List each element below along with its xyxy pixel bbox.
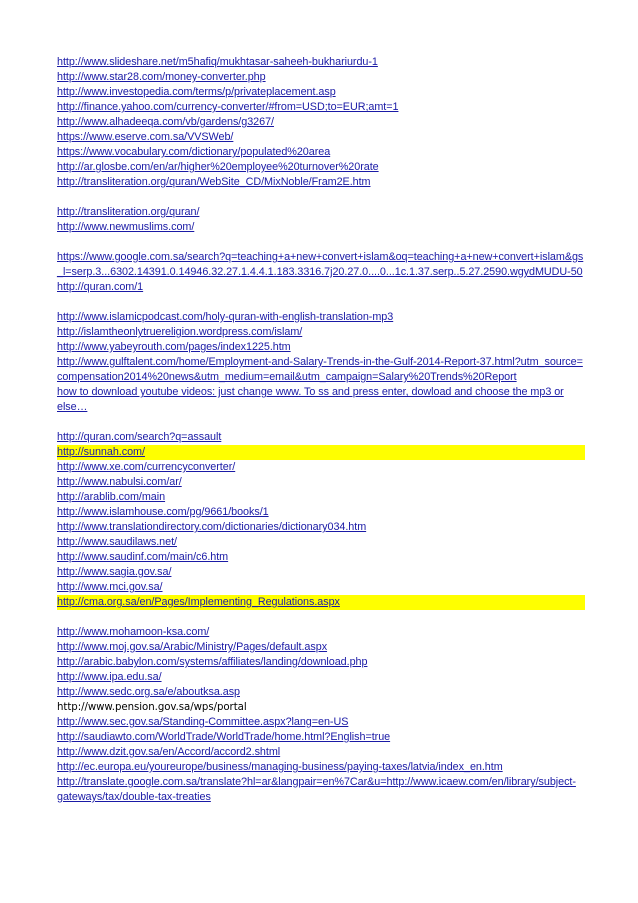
link-ipa[interactable]: http://www.ipa.edu.sa/: [57, 671, 162, 683]
spacer: [57, 190, 585, 205]
link-sedc[interactable]: http://www.sedc.org.sa/e/aboutksa.asp: [57, 686, 240, 698]
link-arablib[interactable]: http://arablib.com/main: [57, 491, 166, 503]
link-xe[interactable]: http://www.xe.com/currencyconverter/: [57, 461, 236, 473]
spacer: [57, 415, 585, 430]
spacer: [57, 235, 585, 250]
link-sagia[interactable]: http://www.sagia.gov.sa/: [57, 566, 172, 578]
link-translationdirectory[interactable]: http://www.translationdirectory.com/dictionaries/dictionary034.htm: [57, 521, 367, 533]
link-cma[interactable]: http://cma.org.sa/en/Pages/Implementing_Regulations.aspx: [57, 595, 585, 610]
link-star28[interactable]: http://www.star28.com/money-converter.php: [57, 71, 266, 83]
link-gulftalent[interactable]: http://www.gulftalent.com/home/Employment-and-Salary-Trends-in-the-Gulf-2014-Report-37.html?utm_source=compensation2014%20news&utm_medium=email&utm_campaign=Salary%20Trends%20Report: [57, 356, 583, 383]
link-saudiawto[interactable]: http://saudiawto.com/WorldTrade/WorldTrade/home.html?English=true: [57, 731, 391, 743]
spacer: [57, 610, 585, 625]
link-investopedia[interactable]: http://www.investopedia.com/terms/p/privateplacement.asp: [57, 86, 336, 98]
link-alhadeeqa[interactable]: http://www.alhadeeqa.com/vb/gardens/g3267/: [57, 116, 274, 128]
link-mohamoon[interactable]: http://www.mohamoon-ksa.com/: [57, 626, 210, 638]
link-google-search[interactable]: https://www.google.com.sa/search?q=teaching+a+new+convert+islam&oq=teaching+a+new+convert+islam&gs_l=serp.3...6302.14391.0.14946.32.27.1.4.4.1.183.3316.7j20.27.0....0...1c.1.37.serp..5.27.2590.wgydMUDU-50: [57, 251, 584, 278]
link-nabulsi[interactable]: http://www.nabulsi.com/ar/: [57, 476, 182, 488]
link-saudilaws[interactable]: http://www.saudilaws.net/: [57, 536, 177, 548]
link-sec[interactable]: http://www.sec.gov.sa/Standing-Committee.aspx?lang=en-US: [57, 716, 349, 728]
link-glosbe[interactable]: http://ar.glosbe.com/en/ar/higher%20employee%20turnover%20rate: [57, 161, 379, 173]
link-islamhouse[interactable]: http://www.islamhouse.com/pg/9661/books/1: [57, 506, 269, 518]
link-quran-1[interactable]: http://quran.com/1: [57, 281, 144, 293]
spacer: [57, 295, 585, 310]
youtube-download-note[interactable]: how to download youtube videos: just change www. To ss and press enter, dowload and choose the mp3 or else…: [57, 386, 564, 413]
link-quran-search[interactable]: http://quran.com/search?q=assault: [57, 431, 222, 443]
link-transliteration-quran[interactable]: http://transliteration.org/quran/: [57, 206, 200, 218]
link-europa[interactable]: http://ec.europa.eu/youreurope/business/managing-business/paying-taxes/latvia/index_en.htm: [57, 761, 503, 773]
text-pension-url: http://www.pension.gov.sa/wps/portal: [57, 702, 247, 713]
link-saudinf[interactable]: http://www.saudinf.com/main/c6.htm: [57, 551, 229, 563]
link-newmuslims[interactable]: http://www.newmuslims.com/: [57, 221, 195, 233]
link-vocabulary[interactable]: https://www.vocabulary.com/dictionary/populated%20area: [57, 146, 331, 158]
link-slideshare[interactable]: http://www.slideshare.net/m5hafiq/mukhtasar-saheeh-bukhariurdu-1: [57, 56, 378, 68]
link-transliteration-fram2e[interactable]: http://transliteration.org/quran/WebSite_CD/MixNoble/Fram2E.htm: [57, 176, 371, 188]
link-yabeyrouth[interactable]: http://www.yabeyrouth.com/pages/index1225.htm: [57, 341, 291, 353]
link-google-translate[interactable]: http://translate.google.com.sa/translate?hl=ar&langpair=en%7Car&u=http://www.icaew.com/en/library/subject-gateways/tax/double-tax-treaties: [57, 776, 576, 803]
link-moj[interactable]: http://www.moj.gov.sa/Arabic/Ministry/Pages/default.aspx: [57, 641, 328, 653]
link-list: [57, 55, 585, 805]
link-yahoo-finance[interactable]: http://finance.yahoo.com/currency-converter/#from=USD;to=EUR;amt=1: [57, 101, 399, 113]
link-islamtheonlytruereligion[interactable]: http://islamtheonlytruereligion.wordpress.com/islam/: [57, 326, 303, 338]
link-dzit[interactable]: http://www.dzit.gov.sa/en/Accord/accord2.shtml: [57, 746, 281, 758]
link-eserve[interactable]: https://www.eserve.com.sa/VVSWeb/: [57, 131, 234, 143]
link-mci[interactable]: http://www.mci.gov.sa/: [57, 581, 163, 593]
link-islamicpodcast[interactable]: http://www.islamicpodcast.com/holy-quran-with-english-translation-mp3: [57, 311, 394, 323]
link-babylon[interactable]: http://arabic.babylon.com/systems/affiliates/landing/download.php: [57, 656, 368, 668]
link-sunnah[interactable]: http://sunnah.com/: [57, 445, 585, 460]
